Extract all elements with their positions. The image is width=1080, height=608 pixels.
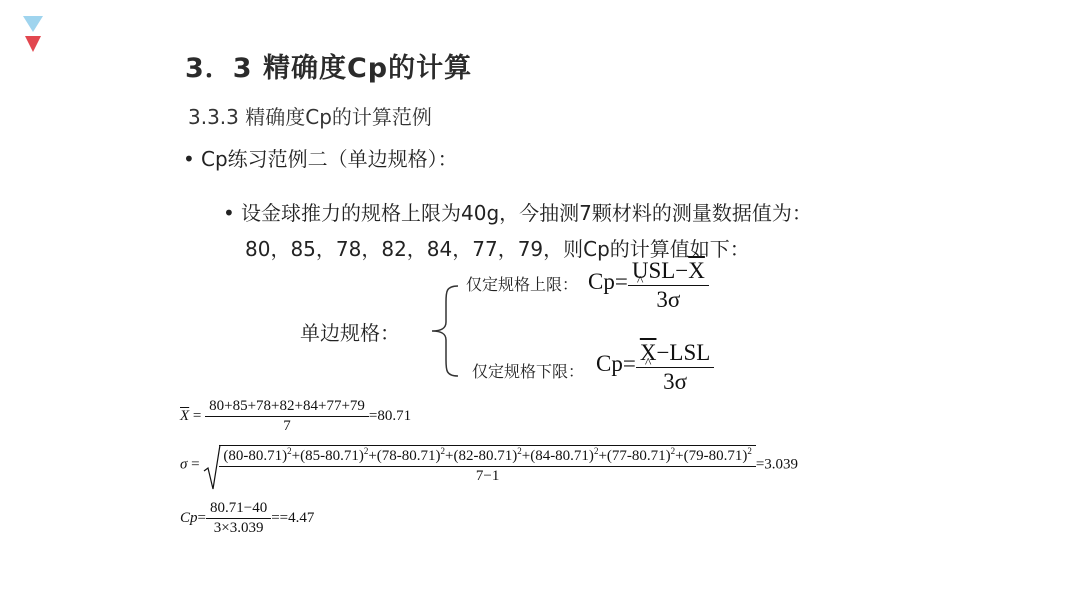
bullet-dot: •	[183, 147, 195, 171]
mean-denominator: 7	[283, 418, 291, 434]
onesided-label: 单边规格：	[300, 321, 400, 345]
sigma-term-exponent: 2	[363, 446, 369, 456]
square-root	[203, 445, 755, 485]
mean-result: =80.71	[368, 407, 412, 424]
cp-symbol: Cp	[588, 269, 615, 295]
denominator-3sigma-hat: 3σ ^	[628, 286, 709, 313]
equals-sign: =	[614, 269, 628, 295]
sigma-term-exponent: 2	[670, 446, 676, 456]
minus-lsl: −LSL	[656, 340, 711, 365]
sigma-term: $+(79-80.71)^2$	[675, 446, 752, 464]
cp-fraction	[206, 500, 271, 537]
problem-text-line1: 设金球推力的规格上限为40g，今抽测7颗材料的测量数据值为：	[241, 201, 812, 225]
sigma-term: $+(84-80.71)^2$	[521, 446, 599, 464]
cp-denominator: 3×3.039	[213, 520, 264, 536]
sigma-term-exponent: 2	[593, 446, 599, 456]
sigma-term: $+(82-80.71)^2$	[445, 446, 522, 464]
problem-text-line2: 80，85，78，82，84，77，79，则Cp的计算值如下：	[245, 237, 750, 261]
sigma-term: $+(78-80.71)^2$	[368, 446, 446, 464]
mean-numerator: 80+85+78+82+84+77+79	[205, 398, 369, 417]
mean-fraction	[205, 398, 369, 435]
sigma-result: =3.039	[755, 456, 799, 473]
xbar-symbol: $\overline{X}$	[180, 407, 190, 424]
sigma-term-exponent: 2	[287, 446, 292, 456]
upper-limit-label: 仅定规格上限：	[466, 275, 579, 294]
bullet-example-heading	[183, 143, 458, 172]
cp-result: ==4.47	[271, 509, 315, 526]
sigma-term-exponent: 2	[517, 446, 522, 456]
bullet-example-text: Cp练习范例二（单边规格）：	[201, 147, 458, 171]
cp-symbol: Cp	[596, 351, 623, 377]
sigma-symbol: σ	[180, 456, 188, 473]
sigma-term-exponent: 2	[747, 446, 752, 456]
radical-sign-icon	[203, 443, 221, 493]
denominator-3sigma-hat: 3σ ^	[636, 368, 715, 395]
fraction	[628, 258, 709, 313]
bullet-dot: •	[223, 201, 235, 225]
sigma-denominator: 7−1	[475, 468, 500, 484]
cp-calc-symbol: Cp	[180, 509, 198, 526]
formula-upper-cp	[588, 258, 709, 313]
x-bar: $\overline{X}$	[639, 340, 657, 365]
calc-mean: $\overline{X}$ = $\frac{80+85+78+82+84+77+79}{7}$ =80.71	[180, 398, 412, 434]
page-title: 3．3 精确度Cp的计算	[185, 53, 473, 84]
sigma-numerator	[219, 445, 755, 467]
logo-icon	[22, 14, 44, 54]
lower-limit-label: 仅定规格下限：	[472, 362, 585, 381]
x-bar: $\overline{X}$	[688, 258, 705, 283]
calc-cp: Cp= $\frac{80.71-40}{3\times 3.039}$ ==4.47	[180, 500, 315, 536]
equals-sign: =	[622, 351, 636, 377]
section-subtitle: 3.3.3 精确度Cp的计算范例	[188, 105, 432, 129]
sigma-term: $+(85-80.71)^2$	[291, 446, 369, 464]
sigma-term-exponent: 2	[440, 446, 446, 456]
fraction	[636, 340, 715, 395]
cp-numerator: 80.71−40	[206, 500, 271, 519]
sigma-fraction	[219, 445, 755, 485]
bullet-problem-statement	[223, 197, 812, 226]
sigma-term: $+(77-80.71)^2$	[598, 446, 676, 464]
curly-brace-icon	[428, 284, 462, 378]
formula-lower-cp	[596, 340, 714, 395]
sigma-term: $(80-80.71)^2$	[223, 446, 292, 464]
calc-sigma: σ = $(80-80.71)^2+(85-80.71)^2+(78-80.71)^2+(82-80.71)^2+(84-80.71)^2+(77-80.71)^2+(79-80.71)^2$ 7−1 =3.039	[180, 445, 798, 485]
usl-minus: USL−	[631, 258, 689, 283]
